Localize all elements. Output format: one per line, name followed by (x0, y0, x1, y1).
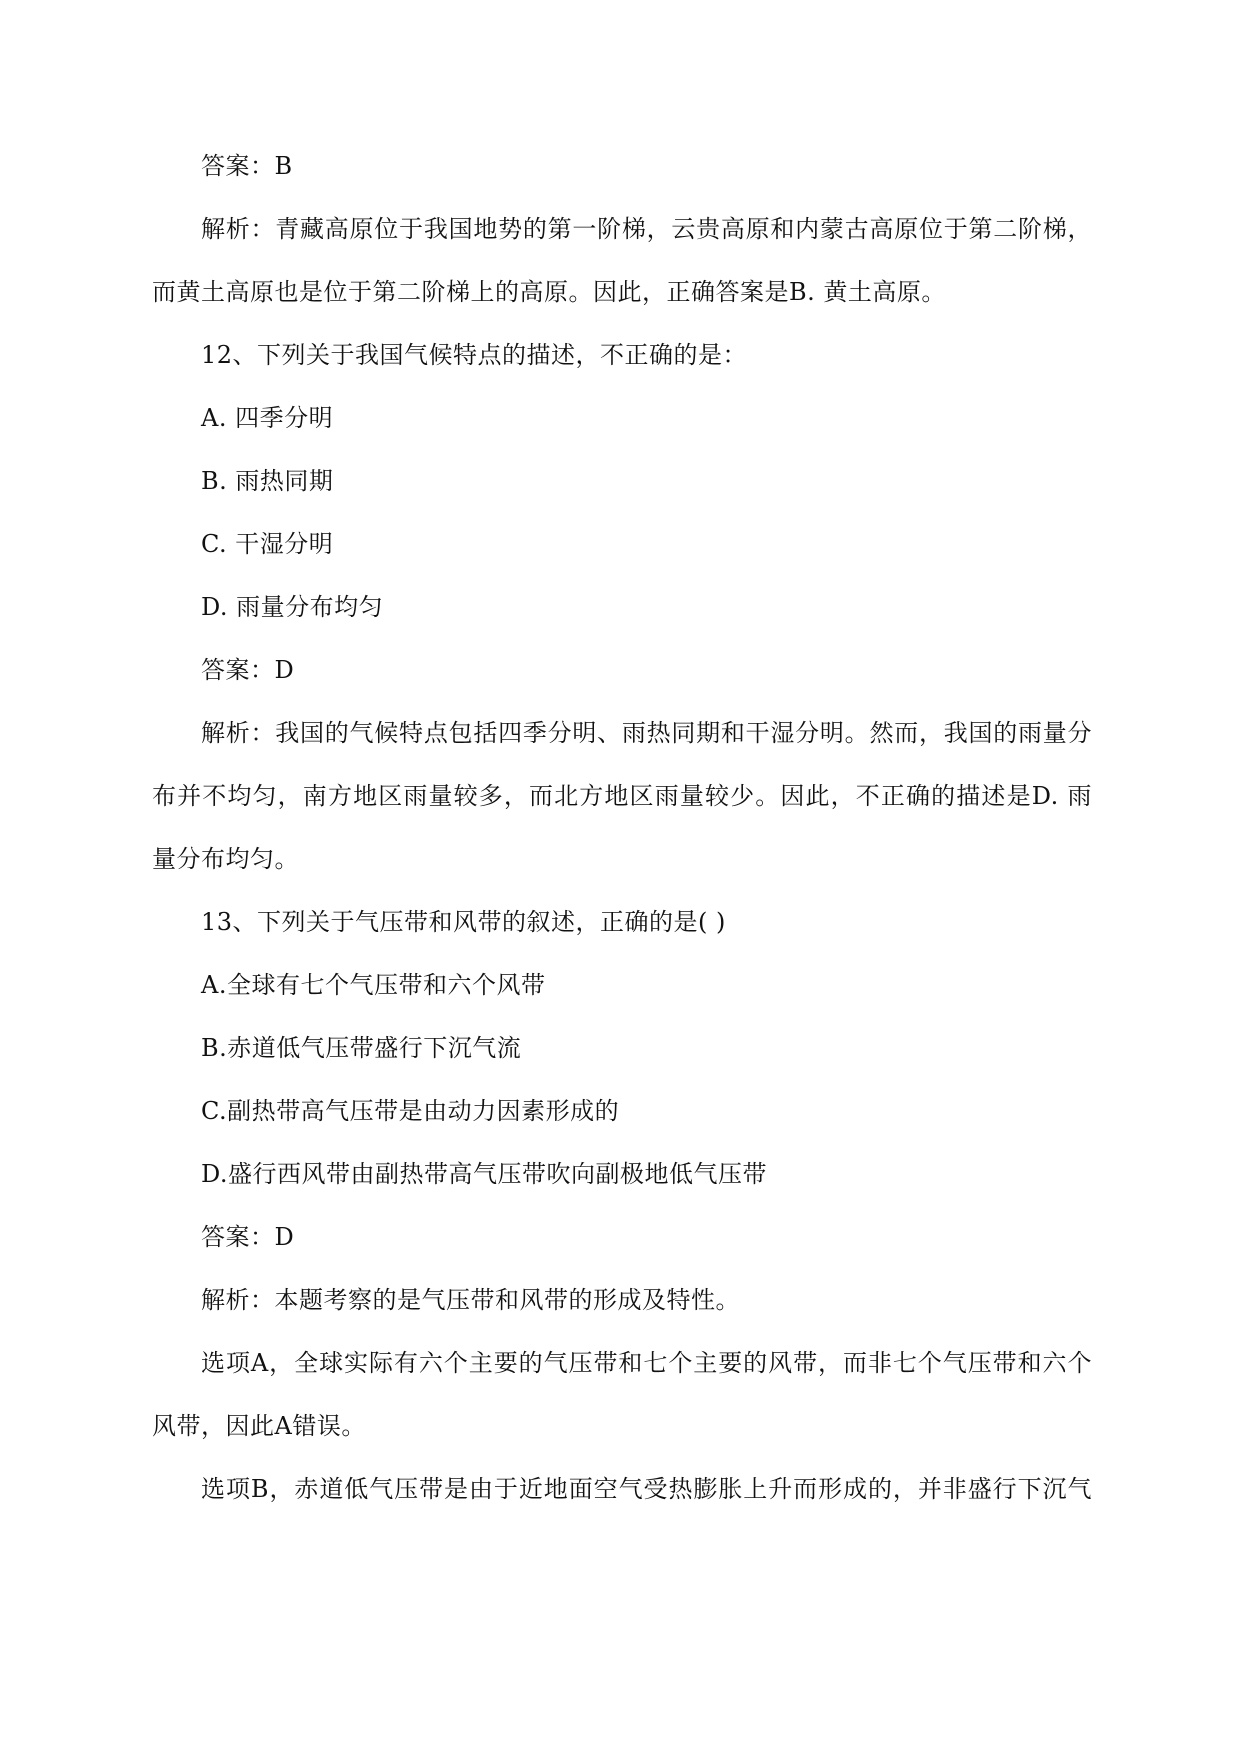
explanation-paragraph-line: 解析：本题考察的是气压带和风带的形成及特性。 (201, 1286, 740, 1314)
explanation-paragraph-line: 解析：青藏高原位于我国地势的第一阶梯，云贵高原和内蒙古高原位于第二阶梯， (201, 215, 1092, 243)
question-text: 13、下列关于气压带和风带的叙述，正确的是( ) (201, 908, 726, 936)
question-text: 12、下列关于我国气候特点的描述，不正确的是： (201, 341, 748, 369)
explanation-paragraph-line: 解析：我国的气候特点包括四季分明、雨热同期和干湿分明。然而，我国的雨量分 (201, 719, 1092, 747)
answer-line: 答案：D (201, 656, 295, 684)
explanation-paragraph-line: 而黄土高原也是位于第二阶梯上的高原。因此，正确答案是B. 黄土高原。 (152, 278, 946, 306)
explanation-paragraph-line: 布并不均匀，南方地区雨量较多，而北方地区雨量较少。因此，不正确的描述是D. 雨 (152, 782, 1092, 810)
explanation-paragraph-line: 量分布均匀。 (152, 845, 299, 873)
answer-line: 答案：D (201, 1223, 295, 1251)
explanation-paragraph-line: 选项B，赤道低气压带是由于近地面空气受热膨胀上升而形成的，并非盛行下沉气 (201, 1475, 1092, 1503)
option-a: A. 四季分明 (201, 404, 334, 432)
explanation-paragraph-line: 风带，因此A错误。 (152, 1412, 366, 1440)
option-d: D.盛行西风带由副热带高气压带吹向副极地低气压带 (201, 1160, 768, 1188)
answer-line: 答案：B (201, 152, 293, 180)
option-d: D. 雨量分布均匀 (201, 593, 384, 621)
option-c: C. 干湿分明 (201, 530, 334, 558)
option-b: B. 雨热同期 (201, 467, 334, 495)
option-b: B.赤道低气压带盛行下沉气流 (201, 1034, 522, 1062)
option-a: A.全球有七个气压带和六个风带 (201, 971, 546, 999)
explanation-paragraph-line: 选项A，全球实际有六个主要的气压带和七个主要的风带，而非七个气压带和六个 (201, 1349, 1092, 1377)
option-c: C.副热带高气压带是由动力因素形成的 (201, 1097, 620, 1125)
